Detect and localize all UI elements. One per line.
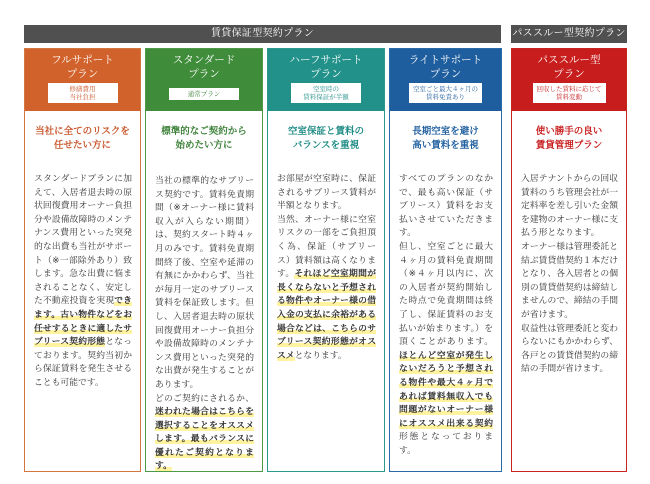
plan-name-line1: スタンダード [172, 54, 236, 66]
plan-name-line1: フルサポート [51, 54, 114, 66]
plan-badge-line2: 賃料変動 [556, 93, 582, 101]
plan-tagline-line1: 空室保証と賃料の [287, 126, 364, 137]
plan-header-light-support [390, 49, 501, 111]
plan-name-line2: プラン [66, 68, 99, 80]
plan-column-light-support [389, 48, 502, 472]
plan-text: 当然、オーナー様に空室リスクの一部をご負担頂く為、保証（サブリース）賃料額は高くなります。 [277, 214, 376, 280]
plan-tagline-line2: バランスを重視 [292, 140, 360, 151]
plan-description [512, 173, 626, 377]
plan-name [512, 53, 626, 81]
plan-badge-line1: 回収した賃料に応じて [536, 85, 602, 93]
plan-badge-line1: 通常プラン [187, 90, 221, 98]
plan-name-line2: プラン [553, 68, 585, 80]
plan-tagline-line2: 高い賃料を重視 [412, 140, 479, 151]
plan-badge-line1: 空室ごと最大４ヶ月の [413, 85, 478, 93]
plan-header-full-support [25, 49, 140, 111]
plan-name-line1: ハーフサポート [289, 54, 363, 66]
plan-tagline-line1: 長期空室を避け [412, 126, 479, 137]
plan-tagline [390, 125, 501, 153]
plan-text: となります。 [294, 350, 347, 361]
plan-tagline-line2: 始めたい方に [175, 140, 233, 151]
plan-name [390, 53, 501, 81]
plan-badge-line1: 修繕費用 [69, 85, 96, 93]
plan-text: 形態となっております。 [399, 432, 493, 456]
plan-text: どのご契約にされるか、 [155, 393, 254, 404]
plan-description [146, 175, 262, 472]
guarantee-plan-header: 賃貸保証型契約プラン [24, 25, 501, 43]
plan-badge-line1: 空室時の [313, 85, 339, 93]
plan-text: 当社の標準的なサブリース契約です。賃料免責期間（※オーナー様に賃料収入が入らない期間）は、契約スタート時４ヶ月のみです。賃料免責期間終了後、空室や延滞の有無にかかわらず、当社が毎月一定のサブリース賃料を保証致します。但し、入居者退去時の原状回復費用オーナー負担分や設備故障時のメンテナンス費用といった突発的な出費が発生することがあります。 [155, 176, 254, 390]
plan-text: お部屋が空室時に、保証されるサブリース賃料が半額となります。 [277, 174, 376, 212]
plan-highlight: それほど空室期間が長くならないと予想される物件やオーナー様の借入金の支払に余裕がある場合などは、こちらのサブリース契約形態がオススメ [277, 269, 376, 361]
plan-tagline-line1: 標準的なご契約から [161, 126, 247, 137]
plan-description [25, 173, 140, 391]
plan-badge [169, 88, 239, 100]
plan-badge-line2: 賃料保証が半額 [303, 93, 349, 101]
plan-tagline-line1: 当社に全てのリスクを [35, 126, 130, 137]
plan-tagline [146, 125, 262, 153]
plan-highlight: 迷われた場合はこちらを選択することをオススメします。最もバランスに優れた [155, 407, 254, 458]
plan-name [25, 53, 140, 81]
plan-tagline [268, 125, 384, 153]
plan-column-pass-through [511, 48, 627, 472]
plan-tagline-line2: 賃貸管理プラン [535, 140, 603, 151]
plan-tagline-line1: 使い勝手の良い [535, 126, 603, 137]
plan-column-standard [145, 48, 263, 472]
plan-name-line2: プラン [188, 68, 220, 80]
plan-header-standard [146, 49, 262, 111]
plan-text: すべてのプランのなかで、最も高い保証（サブリース）賃料をお支払いさせていただきます。 [399, 174, 493, 239]
plan-text: 収益性は管理委託と変わらないにもかかわらず、各戸との賃貸借契約の締結の手間が省けます。 [521, 323, 618, 375]
plan-badge [533, 83, 606, 103]
plan-badge [48, 83, 118, 103]
plan-highlight-end: ご契約となります。 [155, 447, 254, 472]
plan-tagline-line2: 任せたい方に [53, 140, 111, 151]
plan-badge [291, 83, 361, 103]
plan-column-full-support [24, 48, 141, 472]
plan-description [268, 173, 384, 363]
plan-text: スタンダードプランに加えて、入居者退去時の原状回復費用オーナー負担分や設備故障時のメンテナンス費用といった突発的な出費も当社がサポート（※一部除外あり）致します。急な出費に悩まされることなく、安定した不動産投資を実現 [34, 174, 132, 307]
plan-name [146, 53, 262, 81]
plan-header-pass-through [512, 49, 626, 111]
plan-name-line1: パススルー型 [537, 54, 601, 66]
plan-badge-line2: 賃料免責あり [426, 93, 465, 101]
plan-tagline [25, 125, 140, 153]
plan-column-half-support [267, 48, 385, 472]
pass-through-plan-header: パススルー型契約プラン [511, 25, 627, 43]
plan-name-line2: プラン [429, 68, 462, 80]
plan-text: となっております。契約当初から保証賃料を発生させることも可能です。 [34, 337, 132, 388]
plan-header-half-support [268, 49, 384, 111]
plan-text: 入居テナントからの回収賃料のうち管理会社が一定料率を差し引いた金額を建物のオーナー様に支払う形となります。 [521, 174, 618, 239]
plan-badge-line2: 当社負担 [69, 93, 96, 101]
plan-text: オーナー様は管理委託と結ぶ賃貸借契約１本だけとなり、各入居者との個別の賃貸借契約は締結しませんので、締結の手間が省けます。 [521, 241, 618, 320]
plan-text: 但し、空室ごとに最大４ヶ月の賃料免責期間（※４ヶ月以内に、次の入居者が契約開始した時点で免責期間は終了し、保証賃料のお支払いが始まります。）を頂くことがあります。 [399, 241, 493, 348]
plan-highlight: できます。古い物件などをお任せするときに適したサブリース契約形態 [34, 296, 132, 348]
plan-tagline [512, 125, 626, 153]
plan-name-line1: ライトサポート [408, 54, 483, 66]
plan-highlight: ほとんど空室が発生しないだろうと予想される物件や最大４ヶ月であれば賃料無収入でも問題がないオーナー様にオススメ出来る契約 [399, 350, 493, 429]
plan-badge [409, 83, 482, 103]
plan-name-line2: プラン [310, 68, 342, 80]
plan-description [390, 173, 501, 458]
plan-name [268, 53, 384, 81]
